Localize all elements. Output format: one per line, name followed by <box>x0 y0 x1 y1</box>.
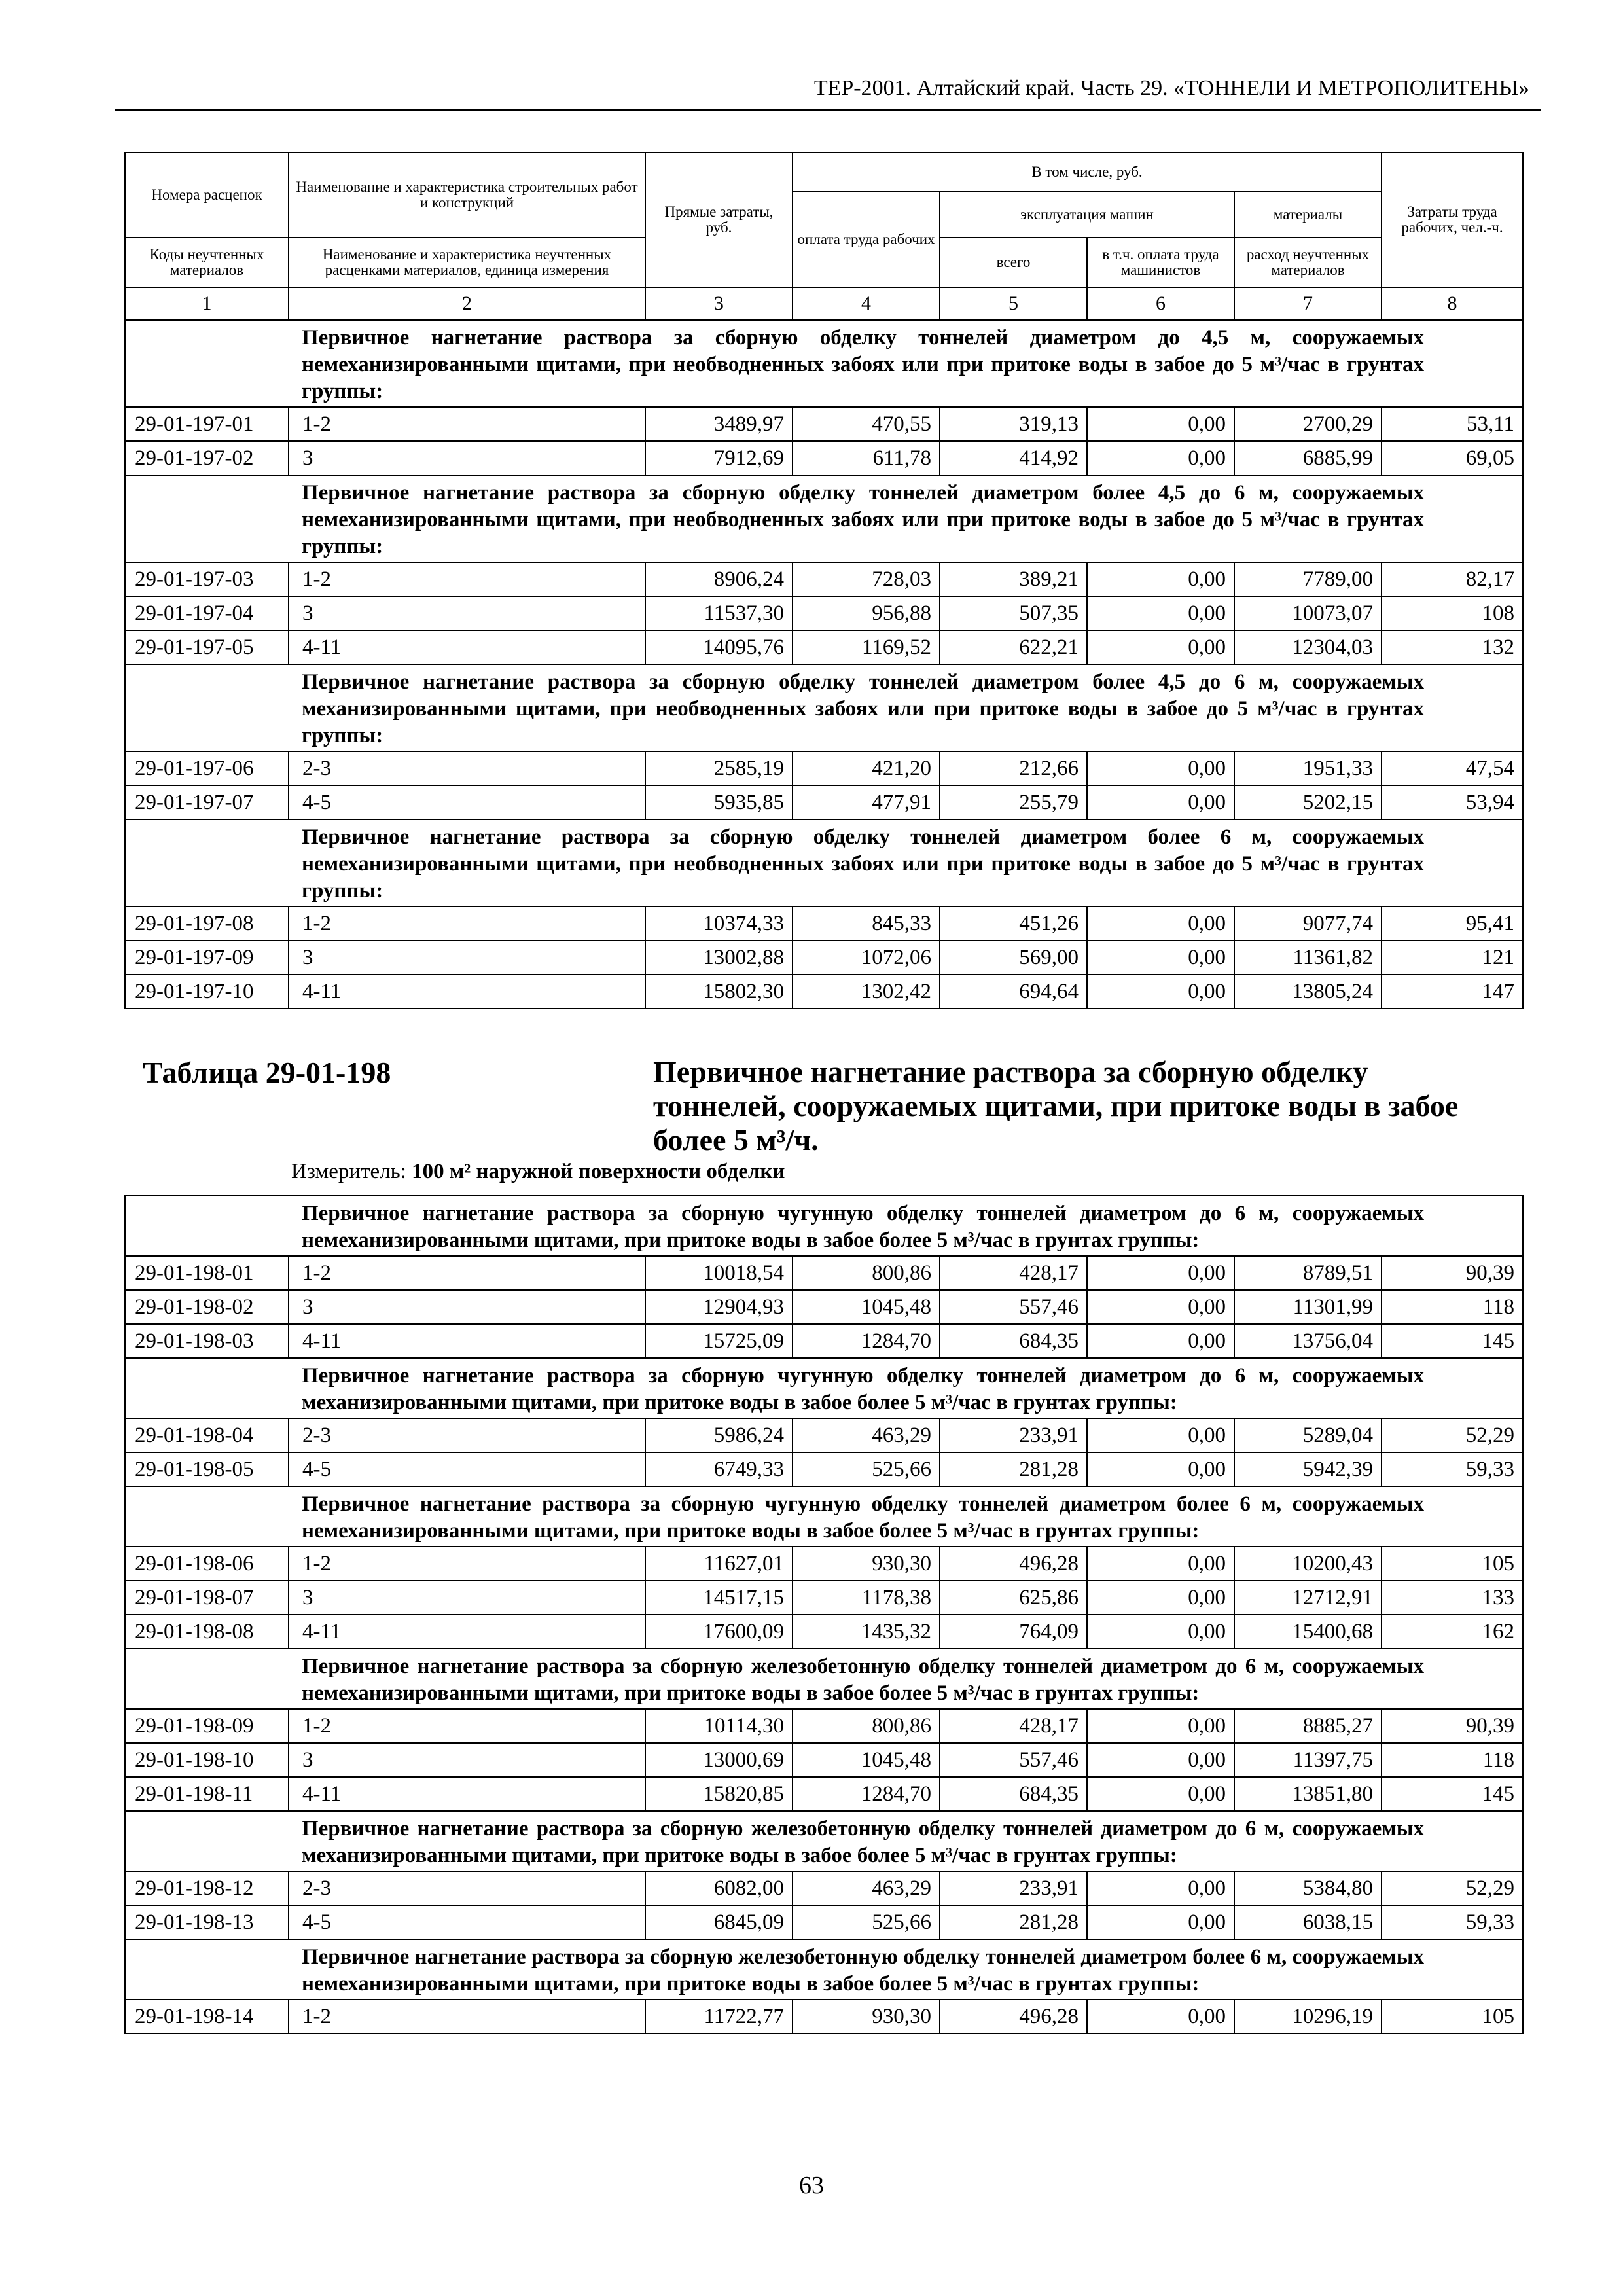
labor: 133 <box>1382 1581 1523 1615</box>
section-title: Первичное нагнетание раствора за сборную железобетонную обделку тоннелей диаметром до 6 м, сооружаемых механизированными щитами, при притоке воды в забое более 5 м³/час в грунтах группы: <box>289 1811 1523 1871</box>
materials: 12712,91 <box>1234 1581 1382 1615</box>
machines-total: 451,26 <box>940 906 1087 941</box>
operator-pay: 0,00 <box>1087 1547 1234 1581</box>
materials: 6885,99 <box>1234 441 1382 475</box>
materials: 7789,00 <box>1234 562 1382 596</box>
soil-group: 3 <box>289 1290 645 1324</box>
machines-total: 428,17 <box>940 1256 1087 1290</box>
table-row <box>125 906 1523 941</box>
labor: 59,33 <box>1382 1905 1523 1939</box>
machines-total: 684,35 <box>940 1324 1087 1358</box>
worker-pay: 1284,70 <box>793 1324 940 1358</box>
operator-pay: 0,00 <box>1087 1905 1234 1939</box>
table-198-caption: Первичное нагнетание раствора за сборную обделку тоннелей, сооружаемых щитами, при притоке воды в забое более 5 м³/ч. <box>653 1055 1459 1157</box>
operator-pay: 0,00 <box>1087 1452 1234 1486</box>
rate-code: 29-01-197-05 <box>125 630 289 664</box>
section-heading-row <box>125 1358 1523 1418</box>
worker-pay: 956,88 <box>793 596 940 630</box>
operator-pay: 0,00 <box>1087 1777 1234 1811</box>
materials: 13805,24 <box>1234 975 1382 1009</box>
rate-code: 29-01-198-13 <box>125 1905 289 1939</box>
running-header <box>115 72 1541 111</box>
direct-costs: 7912,69 <box>645 441 793 475</box>
soil-group: 4-5 <box>289 785 645 819</box>
rates-table-197 <box>124 152 1524 1009</box>
machines-total: 319,13 <box>940 407 1087 441</box>
machines-total: 255,79 <box>940 785 1087 819</box>
worker-pay: 421,20 <box>793 751 940 785</box>
worker-pay: 1045,48 <box>793 1290 940 1324</box>
machines-total: 684,35 <box>940 1777 1087 1811</box>
rate-code: 29-01-197-10 <box>125 975 289 1009</box>
soil-group: 1-2 <box>289 1547 645 1581</box>
table-row <box>125 1777 1523 1811</box>
labor: 145 <box>1382 1324 1523 1358</box>
machines-total: 281,28 <box>940 1905 1087 1939</box>
operator-pay: 0,00 <box>1087 1418 1234 1452</box>
table-row <box>125 1547 1523 1581</box>
table-198-body <box>125 1196 1523 2034</box>
worker-pay: 728,03 <box>793 562 940 596</box>
labor: 52,29 <box>1382 1418 1523 1452</box>
materials: 13756,04 <box>1234 1324 1382 1358</box>
soil-group: 2-3 <box>289 1871 645 1905</box>
materials: 11301,99 <box>1234 1290 1382 1324</box>
section-heading-row <box>125 1486 1523 1547</box>
materials: 2700,29 <box>1234 407 1382 441</box>
section-heading-row <box>125 475 1523 562</box>
th-worker-pay: оплата труда рабочих <box>793 192 940 287</box>
section-heading-row <box>125 1939 1523 2000</box>
machines-total: 414,92 <box>940 441 1087 475</box>
soil-group: 2-3 <box>289 751 645 785</box>
soil-group: 1-2 <box>289 1256 645 1290</box>
rate-code: 29-01-197-08 <box>125 906 289 941</box>
operator-pay: 0,00 <box>1087 785 1234 819</box>
machines-total: 233,91 <box>940 1418 1087 1452</box>
th-labor: Затраты труда рабочих, чел.-ч. <box>1382 152 1523 287</box>
labor: 105 <box>1382 1547 1523 1581</box>
rate-code: 29-01-197-04 <box>125 596 289 630</box>
table-row <box>125 2000 1523 2034</box>
soil-group: 2-3 <box>289 1418 645 1452</box>
machines-total: 496,28 <box>940 1547 1087 1581</box>
worker-pay: 463,29 <box>793 1418 940 1452</box>
table-197-body <box>125 320 1523 1009</box>
direct-costs: 3489,97 <box>645 407 793 441</box>
worker-pay: 800,86 <box>793 1256 940 1290</box>
labor: 145 <box>1382 1777 1523 1811</box>
materials: 5942,39 <box>1234 1452 1382 1486</box>
materials: 5202,15 <box>1234 785 1382 819</box>
running-title: ТЕР-2001. Алтайский край. Часть 29. «ТОННЕЛИ И МЕТРОПОЛИТЕНЫ» <box>813 76 1529 100</box>
machines-total: 557,46 <box>940 1743 1087 1777</box>
operator-pay: 0,00 <box>1087 975 1234 1009</box>
section-title: Первичное нагнетание раствора за сборную обделку тоннелей диаметром более 4,5 до 6 м, сооружаемых механизированными щитами, при необводненных забоях или при притоке воды в забое до 5 м³/час в грунтах группы: <box>289 664 1523 751</box>
operator-pay: 0,00 <box>1087 2000 1234 2034</box>
direct-costs: 15820,85 <box>645 1777 793 1811</box>
materials: 8885,27 <box>1234 1709 1382 1743</box>
th-material-name: Наименование и характеристика неучтенных расценками материалов, единица измерения <box>289 238 645 287</box>
table-row <box>125 630 1523 664</box>
worker-pay: 1435,32 <box>793 1615 940 1649</box>
col-number: 1 <box>125 287 289 320</box>
table-row <box>125 1581 1523 1615</box>
labor: 47,54 <box>1382 751 1523 785</box>
direct-costs: 14095,76 <box>645 630 793 664</box>
worker-pay: 463,29 <box>793 1871 940 1905</box>
worker-pay: 930,30 <box>793 2000 940 2034</box>
th-rate-numbers: Номера расценок <box>125 152 289 238</box>
rate-code: 29-01-198-10 <box>125 1743 289 1777</box>
labor: 105 <box>1382 2000 1523 2034</box>
operator-pay: 0,00 <box>1087 562 1234 596</box>
rate-code: 29-01-198-03 <box>125 1324 289 1358</box>
rate-code: 29-01-198-09 <box>125 1709 289 1743</box>
materials: 10296,19 <box>1234 2000 1382 2034</box>
col-number: 6 <box>1087 287 1234 320</box>
table-row <box>125 1324 1523 1358</box>
th-total: всего <box>940 238 1087 287</box>
table-row <box>125 1452 1523 1486</box>
table-row <box>125 596 1523 630</box>
materials: 11397,75 <box>1234 1743 1382 1777</box>
measure-value: 100 м² наружной поверхности обделки <box>412 1160 785 1183</box>
machines-total: 694,64 <box>940 975 1087 1009</box>
rate-code: 29-01-198-12 <box>125 1871 289 1905</box>
direct-costs: 6845,09 <box>645 1905 793 1939</box>
operator-pay: 0,00 <box>1087 906 1234 941</box>
rate-code: 29-01-198-08 <box>125 1615 289 1649</box>
operator-pay: 0,00 <box>1087 1871 1234 1905</box>
machines-total: 625,86 <box>940 1581 1087 1615</box>
direct-costs: 11722,77 <box>645 2000 793 2034</box>
materials: 13851,80 <box>1234 1777 1382 1811</box>
materials: 10073,07 <box>1234 596 1382 630</box>
materials: 10200,43 <box>1234 1547 1382 1581</box>
rate-code: 29-01-197-03 <box>125 562 289 596</box>
table-198-label: Таблица 29-01-198 <box>143 1056 391 1089</box>
labor: 118 <box>1382 1290 1523 1324</box>
labor: 52,29 <box>1382 1871 1523 1905</box>
section-title: Первичное нагнетание раствора за сборную железобетонную обделку тоннелей диаметром более 6 м, сооружаемых немеханизированными щитами, при притоке воды в забое более 5 м³/час в грунтах группы: <box>289 1939 1523 2000</box>
labor: 69,05 <box>1382 441 1523 475</box>
machines-total: 389,21 <box>940 562 1087 596</box>
soil-group: 1-2 <box>289 407 645 441</box>
worker-pay: 1284,70 <box>793 1777 940 1811</box>
col-number: 4 <box>793 287 940 320</box>
labor: 53,11 <box>1382 407 1523 441</box>
labor: 108 <box>1382 596 1523 630</box>
labor: 118 <box>1382 1743 1523 1777</box>
labor: 53,94 <box>1382 785 1523 819</box>
soil-group: 4-11 <box>289 975 645 1009</box>
labor: 90,39 <box>1382 1709 1523 1743</box>
operator-pay: 0,00 <box>1087 1581 1234 1615</box>
worker-pay: 800,86 <box>793 1709 940 1743</box>
materials: 5384,80 <box>1234 1871 1382 1905</box>
table-row <box>125 1256 1523 1290</box>
th-machines: эксплуатация машин <box>940 192 1234 238</box>
direct-costs: 6749,33 <box>645 1452 793 1486</box>
col-number: 8 <box>1382 287 1523 320</box>
operator-pay: 0,00 <box>1087 441 1234 475</box>
section-heading-row <box>125 664 1523 751</box>
labor: 147 <box>1382 975 1523 1009</box>
table-row <box>125 441 1523 475</box>
direct-costs: 10018,54 <box>645 1256 793 1290</box>
labor: 95,41 <box>1382 906 1523 941</box>
direct-costs: 5935,85 <box>645 785 793 819</box>
worker-pay: 1178,38 <box>793 1581 940 1615</box>
rate-code: 29-01-198-06 <box>125 1547 289 1581</box>
soil-group: 1-2 <box>289 562 645 596</box>
table-row <box>125 1615 1523 1649</box>
operator-pay: 0,00 <box>1087 1256 1234 1290</box>
th-material-codes: Коды неучтенных материалов <box>125 238 289 287</box>
rate-code: 29-01-198-14 <box>125 2000 289 2034</box>
section-title: Первичное нагнетание раствора за сборную железобетонную обделку тоннелей диаметром до 6 м, сооружаемых немеханизированными щитами, при притоке воды в забое более 5 м³/час в грунтах группы: <box>289 1649 1523 1709</box>
operator-pay: 0,00 <box>1087 1709 1234 1743</box>
measure-unit <box>291 1160 785 1184</box>
machines-total: 496,28 <box>940 2000 1087 2034</box>
worker-pay: 1302,42 <box>793 975 940 1009</box>
materials: 6038,15 <box>1234 1905 1382 1939</box>
table-row <box>125 1418 1523 1452</box>
section-title: Первичное нагнетание раствора за сборную чугунную обделку тоннелей диаметром до 6 м, сооружаемых немеханизированными щитами, при притоке воды в забое более 5 м³/час в грунтах группы: <box>289 1196 1523 1256</box>
materials: 8789,51 <box>1234 1256 1382 1290</box>
soil-group: 4-11 <box>289 1324 645 1358</box>
materials: 11361,82 <box>1234 941 1382 975</box>
worker-pay: 477,91 <box>793 785 940 819</box>
labor: 82,17 <box>1382 562 1523 596</box>
direct-costs: 13002,88 <box>645 941 793 975</box>
operator-pay: 0,00 <box>1087 407 1234 441</box>
section-heading-row <box>125 1811 1523 1871</box>
table-row <box>125 751 1523 785</box>
materials: 1951,33 <box>1234 751 1382 785</box>
table-row <box>125 407 1523 441</box>
soil-group: 4-11 <box>289 1615 645 1649</box>
th-unaccounted-materials: расход неучтенных материалов <box>1234 238 1382 287</box>
table-row <box>125 785 1523 819</box>
table-row <box>125 1709 1523 1743</box>
rates-table-198 <box>124 1195 1524 2034</box>
labor: 59,33 <box>1382 1452 1523 1486</box>
machines-total: 557,46 <box>940 1290 1087 1324</box>
rate-code: 29-01-198-04 <box>125 1418 289 1452</box>
operator-pay: 0,00 <box>1087 1324 1234 1358</box>
rate-code: 29-01-198-07 <box>125 1581 289 1615</box>
soil-group: 3 <box>289 596 645 630</box>
soil-group: 1-2 <box>289 1709 645 1743</box>
th-materials: материалы <box>1234 192 1382 238</box>
worker-pay: 525,66 <box>793 1452 940 1486</box>
operator-pay: 0,00 <box>1087 941 1234 975</box>
direct-costs: 15725,09 <box>645 1324 793 1358</box>
direct-costs: 2585,19 <box>645 751 793 785</box>
labor: 121 <box>1382 941 1523 975</box>
direct-costs: 15802,30 <box>645 975 793 1009</box>
rate-code: 29-01-197-06 <box>125 751 289 785</box>
worker-pay: 930,30 <box>793 1547 940 1581</box>
machines-total: 233,91 <box>940 1871 1087 1905</box>
machines-total: 281,28 <box>940 1452 1087 1486</box>
materials: 5289,04 <box>1234 1418 1382 1452</box>
direct-costs: 17600,09 <box>645 1615 793 1649</box>
section-heading-row <box>125 320 1523 407</box>
direct-costs: 13000,69 <box>645 1743 793 1777</box>
operator-pay: 0,00 <box>1087 751 1234 785</box>
table-row <box>125 1871 1523 1905</box>
direct-costs: 10114,30 <box>645 1709 793 1743</box>
materials: 12304,03 <box>1234 630 1382 664</box>
direct-costs: 10374,33 <box>645 906 793 941</box>
rate-code: 29-01-198-05 <box>125 1452 289 1486</box>
rate-code: 29-01-198-01 <box>125 1256 289 1290</box>
direct-costs: 5986,24 <box>645 1418 793 1452</box>
th-direct-costs: Прямые затраты, руб. <box>645 152 793 287</box>
section-title: Первичное нагнетание раствора за сборную чугунную обделку тоннелей диаметром до 6 м, сооружаемых механизированными щитами, при притоке воды в забое более 5 м³/час в грунтах группы: <box>289 1358 1523 1418</box>
worker-pay: 1045,48 <box>793 1743 940 1777</box>
soil-group: 3 <box>289 941 645 975</box>
worker-pay: 1169,52 <box>793 630 940 664</box>
col-number: 2 <box>289 287 645 320</box>
worker-pay: 1072,06 <box>793 941 940 975</box>
section-heading-row <box>125 1196 1523 1256</box>
soil-group: 1-2 <box>289 2000 645 2034</box>
machines-total: 764,09 <box>940 1615 1087 1649</box>
soil-group: 1-2 <box>289 906 645 941</box>
measure-prefix: Измеритель: <box>291 1160 406 1183</box>
direct-costs: 14517,15 <box>645 1581 793 1615</box>
section-heading-row <box>125 1649 1523 1709</box>
direct-costs: 12904,93 <box>645 1290 793 1324</box>
page-number: 63 <box>799 2172 824 2199</box>
table-row <box>125 562 1523 596</box>
operator-pay: 0,00 <box>1087 1290 1234 1324</box>
section-title: Первичное нагнетание раствора за сборную обделку тоннелей диаметром более 6 м, сооружаемых немеханизированными щитами, при необводненных забоях или при притоке воды в забое до 5 м³/час в грунтах группы: <box>289 819 1523 906</box>
col-number: 3 <box>645 287 793 320</box>
labor: 162 <box>1382 1615 1523 1649</box>
section-title: Первичное нагнетание раствора за сборную обделку тоннелей диаметром более 4,5 до 6 м, сооружаемых немеханизированными щитами, при необводненных забоях или при притоке воды в забое до 5 м³/час в грунтах группы: <box>289 475 1523 562</box>
table-row <box>125 941 1523 975</box>
soil-group: 4-11 <box>289 1777 645 1811</box>
machines-total: 428,17 <box>940 1709 1087 1743</box>
machines-total: 622,21 <box>940 630 1087 664</box>
materials: 9077,74 <box>1234 906 1382 941</box>
soil-group: 3 <box>289 1743 645 1777</box>
table-row <box>125 1290 1523 1324</box>
worker-pay: 525,66 <box>793 1905 940 1939</box>
direct-costs: 8906,24 <box>645 562 793 596</box>
worker-pay: 470,55 <box>793 407 940 441</box>
worker-pay: 611,78 <box>793 441 940 475</box>
table-row <box>125 1905 1523 1939</box>
th-including: В том числе, руб. <box>793 152 1382 192</box>
col-number: 5 <box>940 287 1087 320</box>
direct-costs: 11627,01 <box>645 1547 793 1581</box>
section-heading-row <box>125 819 1523 906</box>
soil-group: 4-11 <box>289 630 645 664</box>
rate-code: 29-01-198-11 <box>125 1777 289 1811</box>
table-row <box>125 1743 1523 1777</box>
machines-total: 212,66 <box>940 751 1087 785</box>
col-number: 7 <box>1234 287 1382 320</box>
rate-code: 29-01-197-07 <box>125 785 289 819</box>
th-operator-pay: в т.ч. оплата труда машинистов <box>1087 238 1234 287</box>
direct-costs: 6082,00 <box>645 1871 793 1905</box>
th-work-name: Наименование и характеристика строительных работ и конструкций <box>289 152 645 238</box>
rate-code: 29-01-197-09 <box>125 941 289 975</box>
labor: 132 <box>1382 630 1523 664</box>
operator-pay: 0,00 <box>1087 630 1234 664</box>
section-title: Первичное нагнетание раствора за сборную обделку тоннелей диаметром до 4,5 м, сооружаемых немеханизированными щитами, при необводненных забоях или при притоке воды в забое до 5 м³/час в грунтах группы: <box>289 320 1523 407</box>
operator-pay: 0,00 <box>1087 1615 1234 1649</box>
direct-costs: 11537,30 <box>645 596 793 630</box>
operator-pay: 0,00 <box>1087 1743 1234 1777</box>
rate-code: 29-01-197-01 <box>125 407 289 441</box>
soil-group: 4-5 <box>289 1905 645 1939</box>
materials: 15400,68 <box>1234 1615 1382 1649</box>
rate-code: 29-01-198-02 <box>125 1290 289 1324</box>
soil-group: 4-5 <box>289 1452 645 1486</box>
machines-total: 507,35 <box>940 596 1087 630</box>
operator-pay: 0,00 <box>1087 596 1234 630</box>
worker-pay: 845,33 <box>793 906 940 941</box>
rate-code: 29-01-197-02 <box>125 441 289 475</box>
soil-group: 3 <box>289 1581 645 1615</box>
section-title: Первичное нагнетание раствора за сборную чугунную обделку тоннелей диаметром более 6 м, сооружаемых немеханизированными щитами, при притоке воды в забое более 5 м³/час в грунтах группы: <box>289 1486 1523 1547</box>
soil-group: 3 <box>289 441 645 475</box>
table-row <box>125 975 1523 1009</box>
machines-total: 569,00 <box>940 941 1087 975</box>
labor: 90,39 <box>1382 1256 1523 1290</box>
